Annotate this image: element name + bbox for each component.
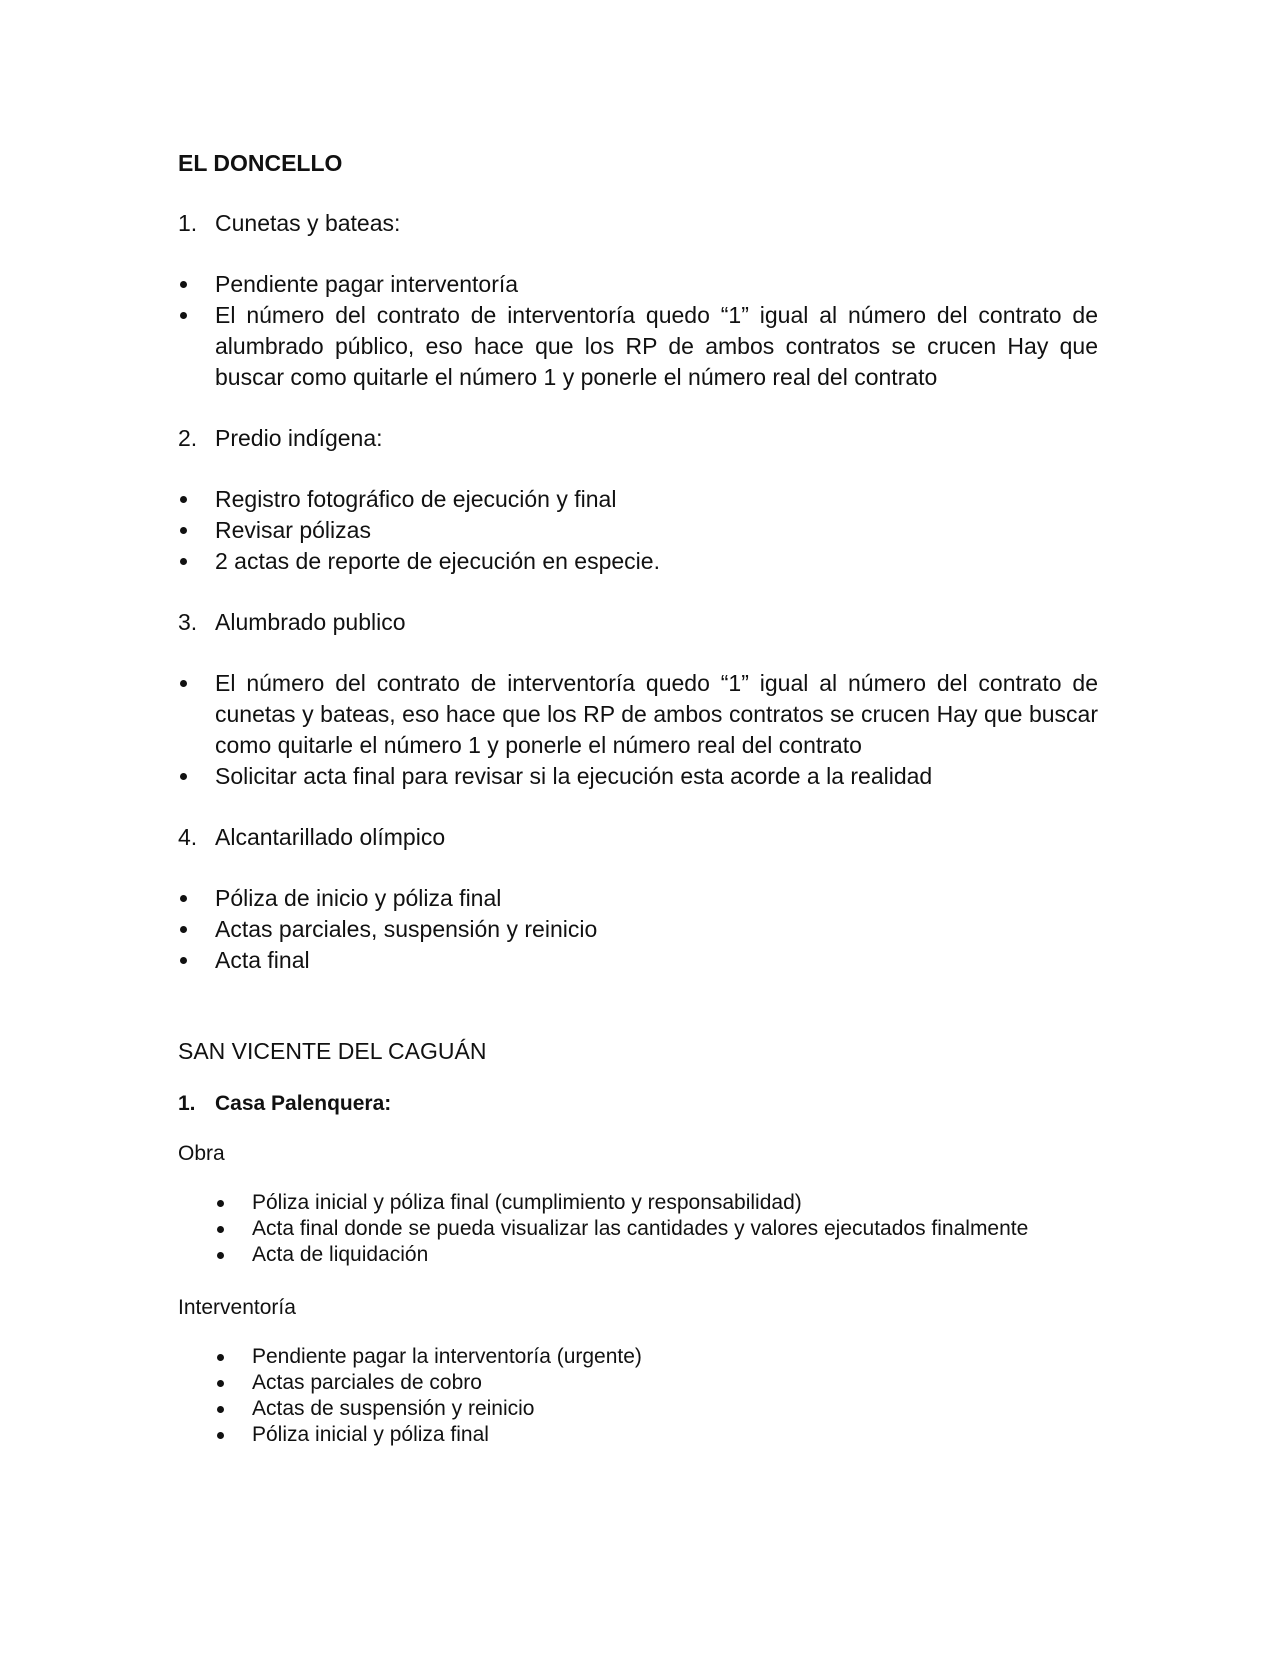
list-item: Actas parciales de cobro — [215, 1370, 1098, 1396]
list-item: Actas de suspensión y reinicio — [215, 1396, 1098, 1422]
list-item: Póliza de inicio y póliza final — [178, 883, 1098, 914]
interventoria-label: Interventoría — [178, 1296, 296, 1319]
list-item: Póliza inicial y póliza final — [215, 1422, 1098, 1448]
bullet-icon — [178, 300, 215, 393]
section-title-doncello: EL DONCELLO — [178, 150, 343, 176]
bullet-icon — [215, 1344, 252, 1370]
bullet-icon — [215, 1242, 252, 1268]
numbered-item-cunetas — [178, 208, 1098, 239]
list-item: Registro fotográfico de ejecución y final — [178, 484, 1098, 515]
bullet-icon — [178, 945, 215, 976]
list-item: 2 actas de reporte de ejecución en especie. — [178, 546, 1098, 577]
bullet-icon — [215, 1190, 252, 1216]
item-number: 1. — [178, 1092, 196, 1115]
numbered-item-alcantarillado — [178, 822, 1098, 853]
bullet-list-interventoria — [178, 1344, 1098, 1448]
item-label: Cunetas y bateas: — [215, 210, 401, 236]
list-item: Acta final — [178, 945, 1098, 976]
bullet-icon — [178, 914, 215, 945]
obra-label: Obra — [178, 1142, 225, 1165]
numbered-item-casa-palenquera — [178, 1090, 1098, 1118]
bullet-list-alcantarillado — [178, 883, 1098, 976]
item-label: Alumbrado publico — [215, 609, 406, 635]
list-item: El número del contrato de interventoría quedo “1” igual al número del contrato de alumbrado público, eso hace que los RP de ambos contratos se crucen Hay que buscar como quitarle el número 1 y ponerle el número real del contrato — [178, 300, 1098, 393]
bullet-icon — [178, 883, 215, 914]
list-item: Actas parciales, suspensión y reinicio — [178, 914, 1098, 945]
bullet-list-predio — [178, 484, 1098, 577]
section-title-san-vicente: SAN VICENTE DEL CAGUÁN — [178, 1038, 487, 1064]
bullet-icon — [178, 515, 215, 546]
item-number: 2. — [178, 425, 198, 451]
list-item: Póliza inicial y póliza final (cumplimiento y responsabilidad) — [215, 1190, 1098, 1216]
bullet-icon — [178, 668, 215, 761]
bullet-icon — [215, 1370, 252, 1396]
item-number: 1. — [178, 210, 198, 236]
bullet-list-alumbrado — [178, 668, 1098, 792]
bullet-list-cunetas — [178, 269, 1098, 393]
numbered-item-alumbrado — [178, 607, 1098, 638]
item-label: Alcantarillado olímpico — [215, 824, 446, 850]
list-item: Solicitar acta final para revisar si la ejecución esta acorde a la realidad — [178, 761, 1098, 792]
bullet-icon — [178, 269, 215, 300]
item-label: Casa Palenquera: — [215, 1092, 392, 1115]
bullet-list-obra — [178, 1190, 1098, 1268]
item-number: 3. — [178, 609, 198, 635]
item-label: Predio indígena: — [215, 425, 383, 451]
list-item: El número del contrato de interventoría quedo “1” igual al número del contrato de cunetas y bateas, eso hace que los RP de ambos contratos se crucen Hay que buscar como quitarle el número 1 y ponerle el número real del contrato — [178, 668, 1098, 761]
bullet-icon — [178, 546, 215, 577]
list-item: Acta de liquidación — [215, 1242, 1098, 1268]
item-number: 4. — [178, 824, 198, 850]
list-item: Pendiente pagar interventoría — [178, 269, 1098, 300]
numbered-item-predio — [178, 423, 1098, 454]
bullet-icon — [215, 1422, 252, 1448]
list-item: Revisar pólizas — [178, 515, 1098, 546]
bullet-icon — [215, 1216, 252, 1242]
document-page — [178, 148, 1098, 1448]
list-item: Acta final donde se pueda visualizar las cantidades y valores ejecutados finalmente — [215, 1216, 1098, 1242]
list-item: Pendiente pagar la interventoría (urgente) — [215, 1344, 1098, 1370]
bullet-icon — [178, 761, 215, 792]
bullet-icon — [215, 1396, 252, 1422]
bullet-icon — [178, 484, 215, 515]
